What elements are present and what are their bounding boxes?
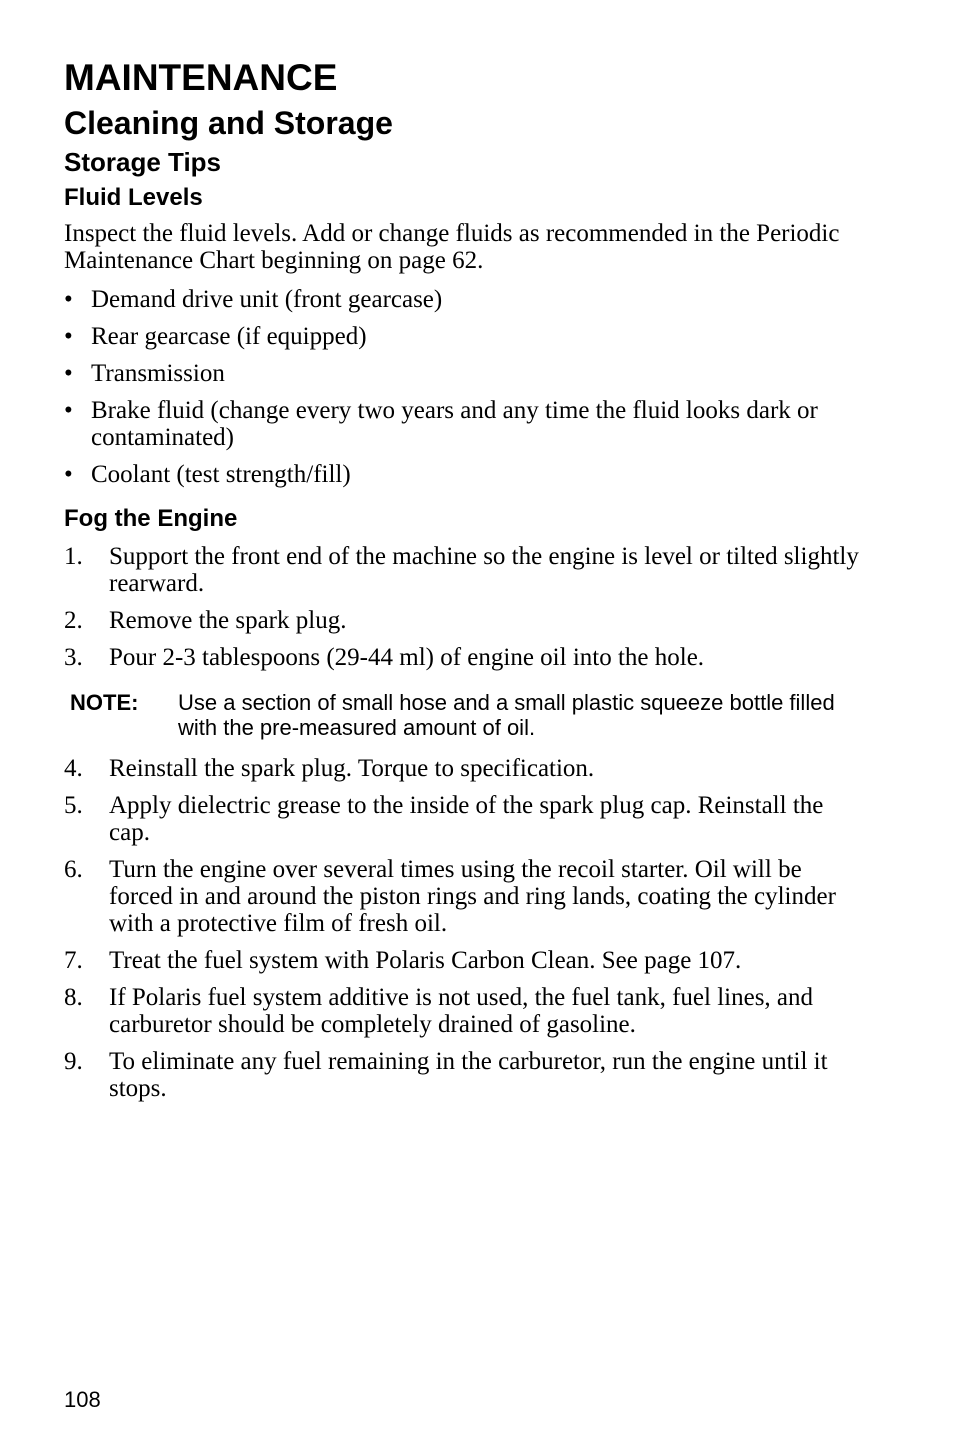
list-item: 2. Remove the spark plug. <box>64 607 347 634</box>
page-number: 108 <box>64 1387 101 1412</box>
fog-engine-steps-part2 <box>64 755 864 1112</box>
bullet-icon: • <box>64 286 73 313</box>
note-text: Use a section of small hose and a small plastic squeeze bottle filled with the pre-measured amount of oil. <box>178 690 835 740</box>
bullet-icon: • <box>64 323 73 350</box>
fluid-levels-list <box>64 286 854 498</box>
list-item: 1. Support the front end of the machine so the engine is level or tilted slightly rearward. <box>64 543 859 597</box>
list-item: • Demand drive unit (front gearcase) <box>64 286 443 313</box>
fog-engine-heading: Fog the Engine <box>64 505 238 532</box>
subsection-title: Storage Tips <box>64 147 222 177</box>
list-item: 4. Reinstall the spark plug. Torque to specification. <box>64 755 595 782</box>
list-item: • Brake fluid (change every two years and any time the fluid looks dark or contaminated) <box>64 397 818 451</box>
bullet-icon: • <box>64 461 73 488</box>
list-item: 6. Turn the engine over several times using the recoil starter. Oil will be forced in and around the piston rings and ring lands, coating the cylinder with a protective film of fresh oil. <box>64 856 836 937</box>
list-item: 7. Treat the fuel system with Polaris Carbon Clean. See page 107. <box>64 947 742 974</box>
list-item: • Transmission <box>64 360 225 387</box>
list-item: 5. Apply dielectric grease to the inside of the spark plug cap. Reinstall the cap. <box>64 792 824 846</box>
bullet-icon: • <box>64 360 73 387</box>
list-item: 3. Pour 2-3 tablespoons (29-44 ml) of engine oil into the hole. <box>64 644 705 671</box>
chapter-title: MAINTENANCE <box>64 57 338 98</box>
fluid-levels-intro: Inspect the fluid levels. Add or change fluids as recommended in the Periodic Maintenance Chart beginning on page 62. <box>64 220 840 274</box>
section-title: Cleaning and Storage <box>64 105 393 141</box>
list-item: 9. To eliminate any fuel remaining in the carburetor, run the engine until it stops. <box>64 1048 828 1102</box>
bullet-icon: • <box>64 397 73 424</box>
note-label: NOTE: <box>70 690 139 715</box>
list-item: • Coolant (test strength/fill) <box>64 461 351 488</box>
list-item: 8. If Polaris fuel system additive is not used, the fuel tank, fuel lines, and carburetor should be completely drained of gasoline. <box>64 984 814 1038</box>
fog-engine-steps-part1 <box>64 543 864 681</box>
list-item: • Rear gearcase (if equipped) <box>64 323 367 350</box>
fluid-levels-heading: Fluid Levels <box>64 184 203 211</box>
